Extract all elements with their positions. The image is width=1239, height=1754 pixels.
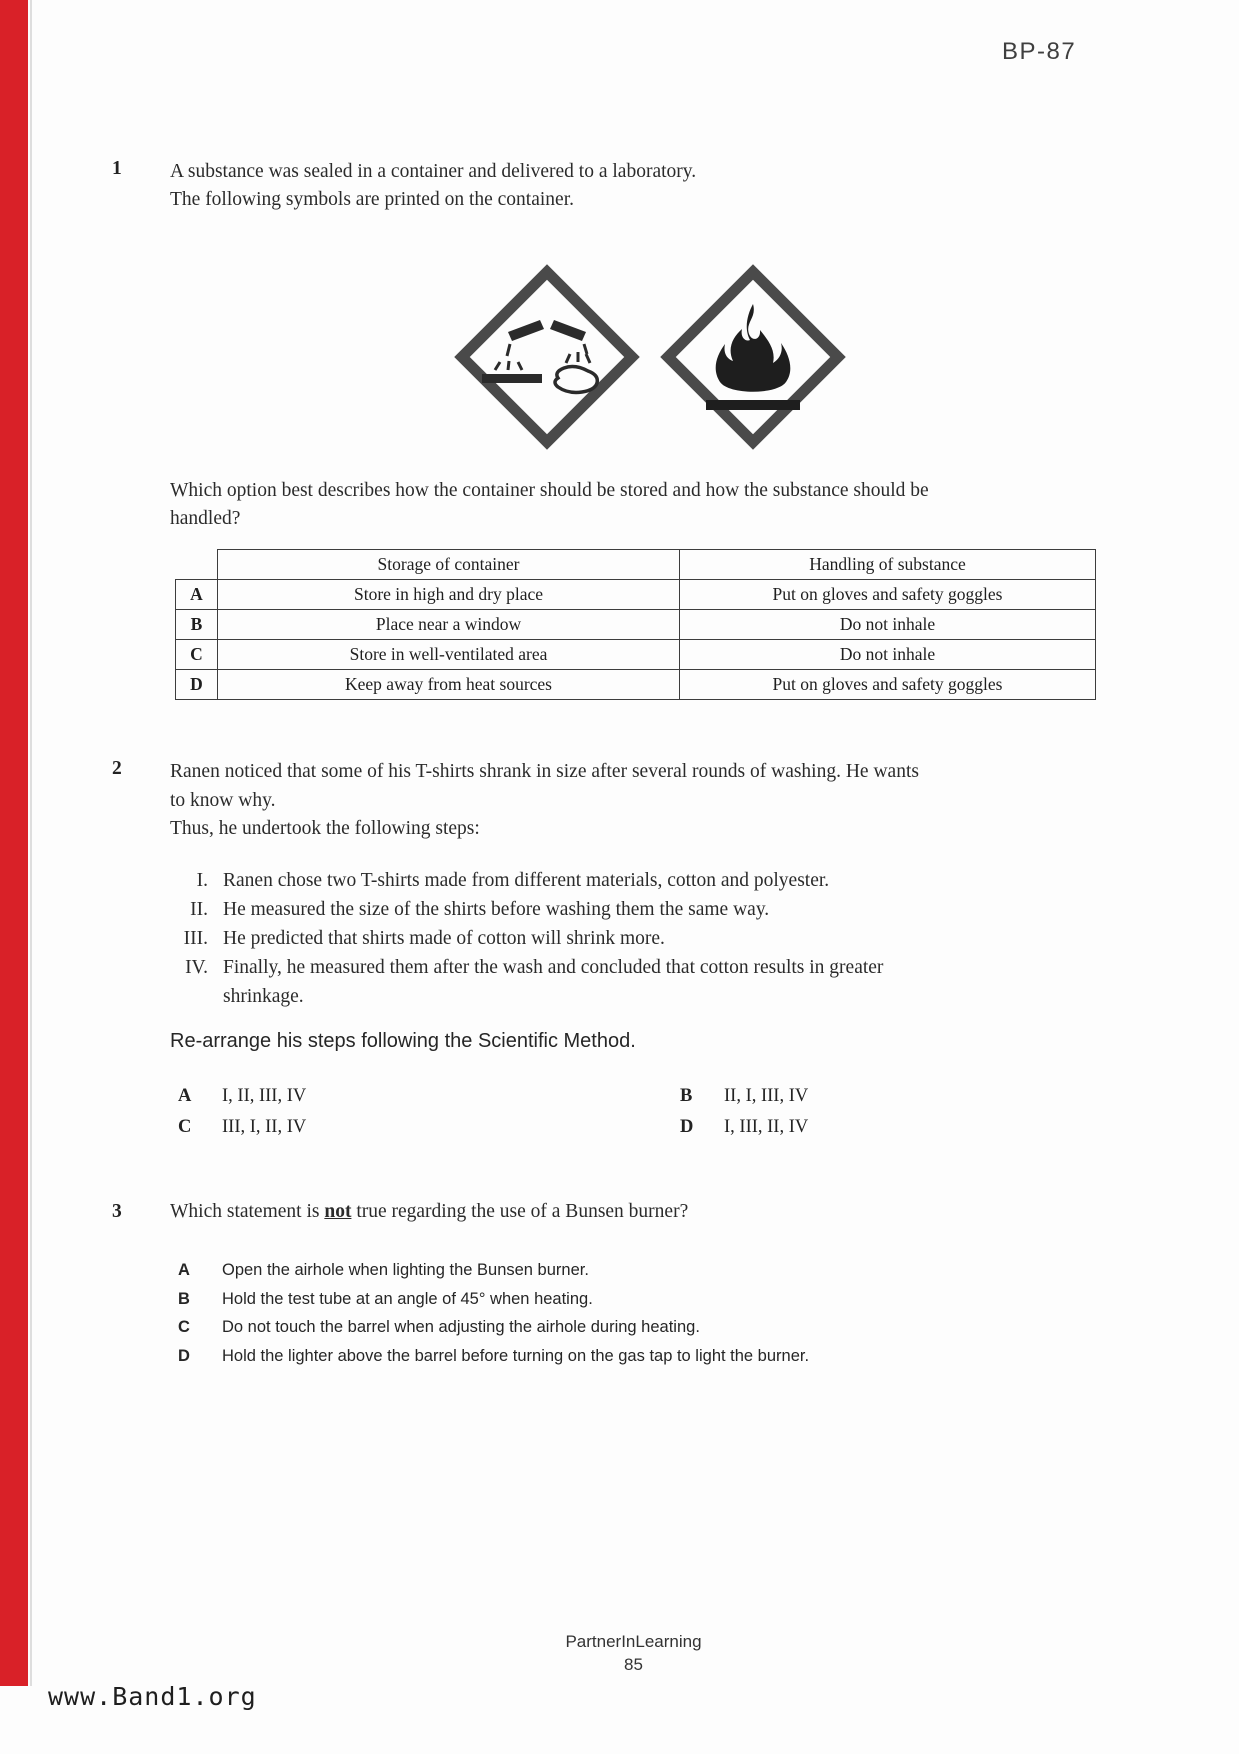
q1-question-line: Which option best describes how the container should be stored and how the substance should be bbox=[170, 480, 929, 501]
list-item bbox=[150, 895, 1110, 924]
question-2-intro bbox=[170, 758, 1130, 844]
option-value: I, II, III, IV bbox=[222, 1086, 307, 1106]
q2-intro-line: to know why. bbox=[170, 789, 276, 811]
step-numeral: III. bbox=[183, 928, 208, 949]
option-letter: A bbox=[178, 1261, 190, 1279]
handling-cell: Do not inhale bbox=[680, 610, 1096, 640]
footer-page-number: 85 bbox=[624, 1655, 643, 1674]
table-corner-cell bbox=[176, 550, 218, 580]
option-letter: D bbox=[178, 1346, 190, 1365]
option-text: Do not touch the barrel when adjusting the airhole during heating. bbox=[222, 1318, 700, 1336]
option-letter: D bbox=[176, 670, 218, 700]
list-item bbox=[150, 953, 1110, 1011]
question-1-number: 1 bbox=[112, 158, 122, 179]
storage-cell: Place near a window bbox=[218, 610, 680, 640]
option-letter: A bbox=[178, 1086, 192, 1106]
q1-intro-line: A substance was sealed in a container and delivered to a laboratory. bbox=[170, 161, 697, 182]
q3-question-emphasis: not bbox=[324, 1201, 352, 1222]
handling-cell: Put on gloves and safety goggles bbox=[680, 670, 1096, 700]
option-row bbox=[178, 1117, 938, 1148]
option-letter: B bbox=[176, 610, 218, 640]
page-edge-shadow bbox=[30, 0, 32, 1686]
col-header-handling: Handling of substance bbox=[680, 550, 1096, 580]
option-row bbox=[178, 1256, 1078, 1285]
hazard-pictograms bbox=[452, 262, 848, 452]
table-row bbox=[176, 640, 1096, 670]
q1-question-line: handled? bbox=[170, 508, 241, 529]
storage-cell: Store in well-ventilated area bbox=[218, 640, 680, 670]
option-letter: C bbox=[178, 1117, 192, 1137]
q3-answer-options bbox=[178, 1256, 1078, 1370]
option-text: Open the airhole when lighting the Bunsen burner. bbox=[222, 1261, 589, 1279]
storage-cell: Store in high and dry place bbox=[218, 580, 680, 610]
option-value: II, I, III, IV bbox=[724, 1086, 809, 1106]
q1-intro-line: The following symbols are printed on the container. bbox=[170, 189, 574, 210]
q2-steps-list bbox=[150, 866, 1110, 1011]
option-value: III, I, II, IV bbox=[222, 1117, 307, 1137]
table-row bbox=[176, 580, 1096, 610]
storage-cell: Keep away from heat sources bbox=[218, 670, 680, 700]
list-item bbox=[150, 866, 1110, 895]
question-1-intro bbox=[170, 158, 1110, 214]
flammable-icon bbox=[658, 262, 848, 452]
step-text: He predicted that shirts made of cotton will shrink more. bbox=[223, 928, 665, 949]
question-1-text bbox=[170, 477, 1110, 533]
question-3-text bbox=[170, 1201, 1110, 1223]
step-text bbox=[223, 953, 1110, 1011]
paper-code: BP-87 bbox=[1002, 38, 1077, 65]
question-3-number: 3 bbox=[112, 1201, 122, 1222]
table-row bbox=[176, 670, 1096, 700]
step-text-line: shrinkage. bbox=[223, 986, 304, 1007]
table-row bbox=[176, 610, 1096, 640]
option-row bbox=[178, 1086, 938, 1117]
option-text: Hold the lighter above the barrel before turning on the gas tap to light the burner. bbox=[222, 1346, 810, 1365]
option-letter: C bbox=[176, 640, 218, 670]
left-edge-strip bbox=[0, 0, 28, 1686]
step-numeral: I. bbox=[196, 870, 208, 891]
option-row bbox=[178, 1285, 1078, 1314]
option-letter: D bbox=[680, 1117, 694, 1137]
option-letter: A bbox=[176, 580, 218, 610]
corrosive-icon bbox=[452, 262, 642, 452]
q3-question-pre: Which statement is bbox=[170, 1201, 325, 1222]
handling-cell: Do not inhale bbox=[680, 640, 1096, 670]
option-value: I, III, II, IV bbox=[724, 1117, 809, 1137]
handling-cell: Put on gloves and safety goggles bbox=[680, 580, 1096, 610]
q2-intro-line: Ranen noticed that some of his T-shirts shrank in size after several rounds of washing. He wants bbox=[170, 761, 919, 782]
site-watermark: www.Band1.org bbox=[48, 1682, 257, 1711]
q3-question-post: true regarding the use of a Bunsen burner? bbox=[351, 1201, 689, 1222]
q1-options-table bbox=[175, 549, 1096, 700]
step-text: He measured the size of the shirts before washing them the same way. bbox=[223, 899, 770, 920]
table-header-row bbox=[176, 550, 1096, 580]
step-numeral: II. bbox=[190, 899, 208, 920]
col-header-storage: Storage of container bbox=[218, 550, 680, 580]
step-text: Ranen chose two T-shirts made from different materials, cotton and polyester. bbox=[223, 870, 830, 891]
option-letter: B bbox=[178, 1289, 190, 1308]
option-letter: C bbox=[178, 1318, 190, 1336]
question-2-number: 2 bbox=[112, 758, 122, 779]
q2-instruction: Re-arrange his steps following the Scientific Method. bbox=[170, 1030, 636, 1052]
step-numeral: IV. bbox=[185, 957, 208, 978]
option-text: Hold the test tube at an angle of 45° when heating. bbox=[222, 1289, 593, 1308]
q2-intro-line: Thus, he undertook the following steps: bbox=[170, 818, 480, 839]
option-row bbox=[178, 1313, 1078, 1342]
option-row bbox=[178, 1342, 1078, 1371]
option-letter: B bbox=[680, 1086, 693, 1106]
step-text-line: Finally, he measured them after the wash and concluded that cotton results in greater bbox=[223, 957, 884, 978]
list-item bbox=[150, 924, 1110, 953]
footer-brand: PartnerInLearning bbox=[565, 1632, 702, 1651]
page-footer bbox=[28, 1630, 1239, 1676]
q2-answer-options bbox=[178, 1086, 938, 1148]
